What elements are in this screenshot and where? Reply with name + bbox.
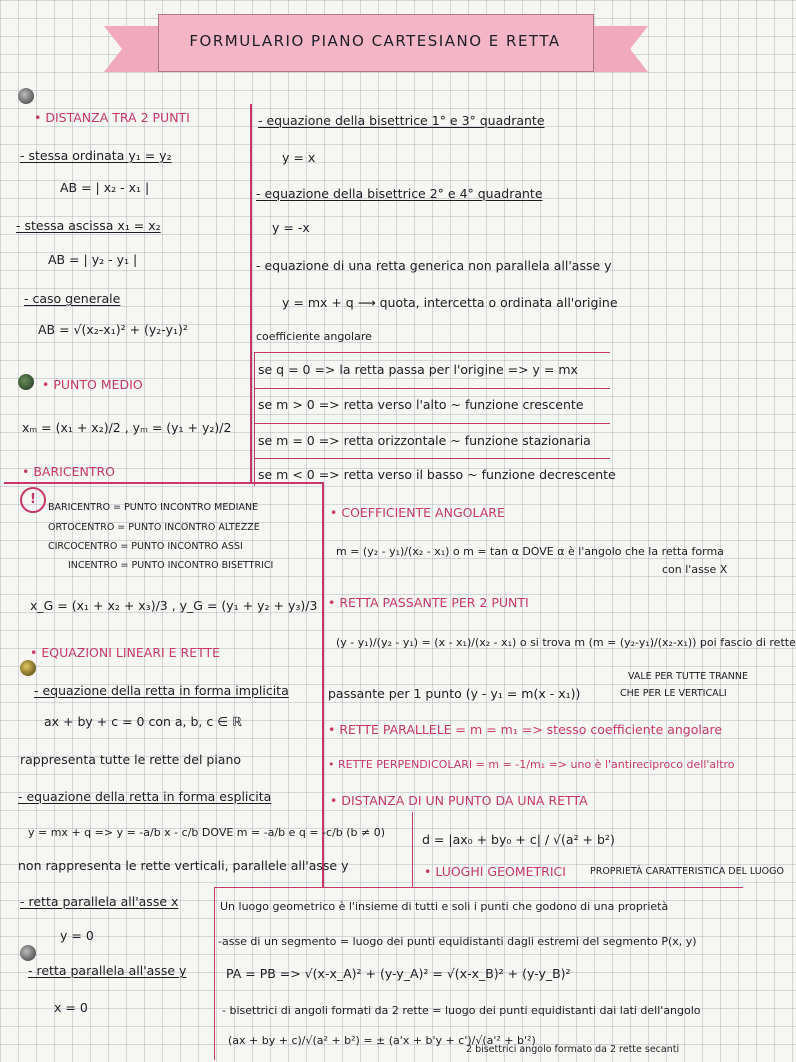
implicita-formula: ax + by + c = 0 con a, b, c ∈ ℝ [44,714,242,729]
verticali-note: CHE PER LE VERTICALI [620,688,727,699]
due-punti-formula: (y - y₁)/(y₂ - y₁) = (x - x₁)/(x₂ - x₁) o si trova m (m = (y₂-y₁)/(x₂-x₁)) poi fascio di rette [336,636,796,649]
luoghi-note: PROPRIETÀ CARATTERISTICA DEL LUOGO [590,866,784,877]
implicita-heading: - equazione della retta in forma implicita [34,683,289,698]
esplicita-formula: y = mx + q => y = -a/b x - c/b DOVE m = -a/b e q = -c/b (b ≠ 0) [28,826,386,839]
binder-hole [18,88,34,104]
binder-hole [20,945,36,961]
parallela-y-formula: x = 0 [54,1000,88,1015]
distanza-heading: • DISTANZA TRA 2 PUNTI [34,110,190,125]
bisettrice-13-heading: - equazione della bisettrice 1° e 3° quadrante [258,113,545,128]
parallela-x-formula: y = 0 [60,928,94,943]
bari-line: ORTOCENTRO = PUNTO INCONTRO ALTEZZE [48,522,260,533]
column-divider [250,104,252,482]
distanza-punto-retta-formula: d = |ax₀ + by₀ + c| / √(a² + b²) [422,832,615,847]
retta-generica-formula: y = mx + q ⟶ quota, intercetta o ordinata all'origine [282,295,618,310]
punto-medio-heading: • PUNTO MEDIO [42,377,143,392]
binder-hole [20,660,36,676]
rette-perpendicolari: • RETTE PERPENDICOLARI = m = -1/m₁ => uno è l'antireciproco dell'altro [328,758,735,771]
caso-m-positivo: se m > 0 => retta verso l'alto ~ funzione crescente [258,397,584,412]
punto-medio-formula: xₘ = (x₁ + x₂)/2 , yₘ = (y₁ + y₂)/2 [22,420,232,435]
stessa-ascissa: - stessa ascissa x₁ = x₂ [16,218,161,233]
vale-note: VALE PER TUTTE TRANNE [628,671,749,682]
bisettrice-13-formula: y = x [282,150,316,165]
baricentro-heading: • BARICENTRO [22,464,115,479]
coefficiente-label: coefficiente angolare [256,330,372,343]
distanza-punto-retta-heading: • DISTANZA DI UN PUNTO DA UNA RETTA [330,793,588,808]
banner-ribbon-right [588,26,648,72]
section-divider [4,482,324,484]
row-divider [254,352,255,486]
formula-ab-3: AB = √(x₂-x₁)² + (y₂-y₁)² [38,322,188,337]
baricentro-formula: x_G = (x₁ + x₂ + x₃)/3 , y_G = (y₁ + y₂ + y₃)/3 [30,598,318,613]
luoghi-bisettrici-formula: (ax + by + c)/√(a² + b²) = ± (a'x + b'y + c')/√(a'² + b'²) [228,1034,536,1047]
retta-generica-heading: - equazione di una retta generica non parallela all'asse y [256,258,612,273]
row-divider [254,458,610,459]
bari-line: INCENTRO = PUNTO INCONTRO BISETTRICI [68,560,274,571]
caso-q-zero: se q = 0 => la retta passa per l'origine => y = mx [258,362,578,377]
row-divider [254,388,610,389]
luoghi-definizione: Un luogo geometrico è l'insieme di tutti e soli i punti che godono di una proprietà [220,900,669,913]
bisettrice-24-heading: - equazione della bisettrice 2° e 4° quadrante [256,186,543,201]
due-punti-heading: • RETTA PASSANTE PER 2 PUNTI [328,595,529,610]
rette-parallele: • RETTE PARALLELE = m = m₁ => stesso coefficiente angolare [328,722,723,737]
equazioni-heading: • EQUAZIONI LINEARI E RETTE [30,645,221,660]
column-divider [412,812,413,887]
luoghi-bisettrici: - bisettrici di angoli formati da 2 rette = luogo dei punti equidistanti dai lati dell'angolo [222,1004,701,1017]
stessa-ordinata: - stessa ordinata y₁ = y₂ [20,148,172,163]
caso-generale: - caso generale [24,291,121,306]
luoghi-bisettrici-note: 2 bisettrici angolo formato da 2 rette secanti [466,1044,680,1055]
formula-ab-1: AB = | x₂ - x₁ | [60,180,150,195]
page-title: FORMULARIO PIANO CARTESIANO E RETTA [189,32,561,50]
caso-m-negativo: se m < 0 => retta verso il basso ~ funzione decrescente [258,467,616,482]
bari-line: CIRCOCENTRO = PUNTO INCONTRO ASSI [48,541,243,552]
luoghi-heading: • LUOGHI GEOMETRICI [424,864,566,879]
banner-ribbon-left [104,26,164,72]
row-divider [254,423,610,424]
caso-m-zero: se m = 0 => retta orizzontale ~ funzione stazionaria [258,433,591,448]
row-divider [254,352,610,353]
coefficiente-formula-2: con l'asse X [662,563,728,576]
warning-icon: ! [20,487,46,513]
coefficiente-formula: m = (y₂ - y₁)/(x₂ - x₁) o m = tan α DOVE α è l'angolo che la retta forma [336,545,724,558]
luoghi-asse-formula: PA = PB => √(x-x_A)² + (y-y_A)² = √(x-x_B)² + (y-y_B)² [226,966,571,981]
bari-line: BARICENTRO = PUNTO INCONTRO MEDIANE [48,502,259,513]
luoghi-asse: -asse di un segmento = luogo dei punti equidistanti dagli estremi del segmento P(x, y) [218,935,697,948]
esplicita-heading: - equazione della retta in forma esplicita [18,789,272,804]
binder-hole [18,374,34,390]
esplicita-note: non rappresenta le rette verticali, parallele all'asse y [18,858,349,873]
coefficiente-heading: • COEFFICIENTE ANGOLARE [330,505,505,520]
formula-ab-2: AB = | y₂ - y₁ | [48,252,138,267]
parallela-y-heading: - retta parallela all'asse y [28,963,187,978]
implicita-note: rappresenta tutte le rette del piano [20,752,242,767]
bisettrice-24-formula: y = -x [272,220,310,235]
un-punto-formula: passante per 1 punto (y - y₁ = m(x - x₁)) [328,686,581,701]
parallela-x-heading: - retta parallela all'asse x [20,894,179,909]
